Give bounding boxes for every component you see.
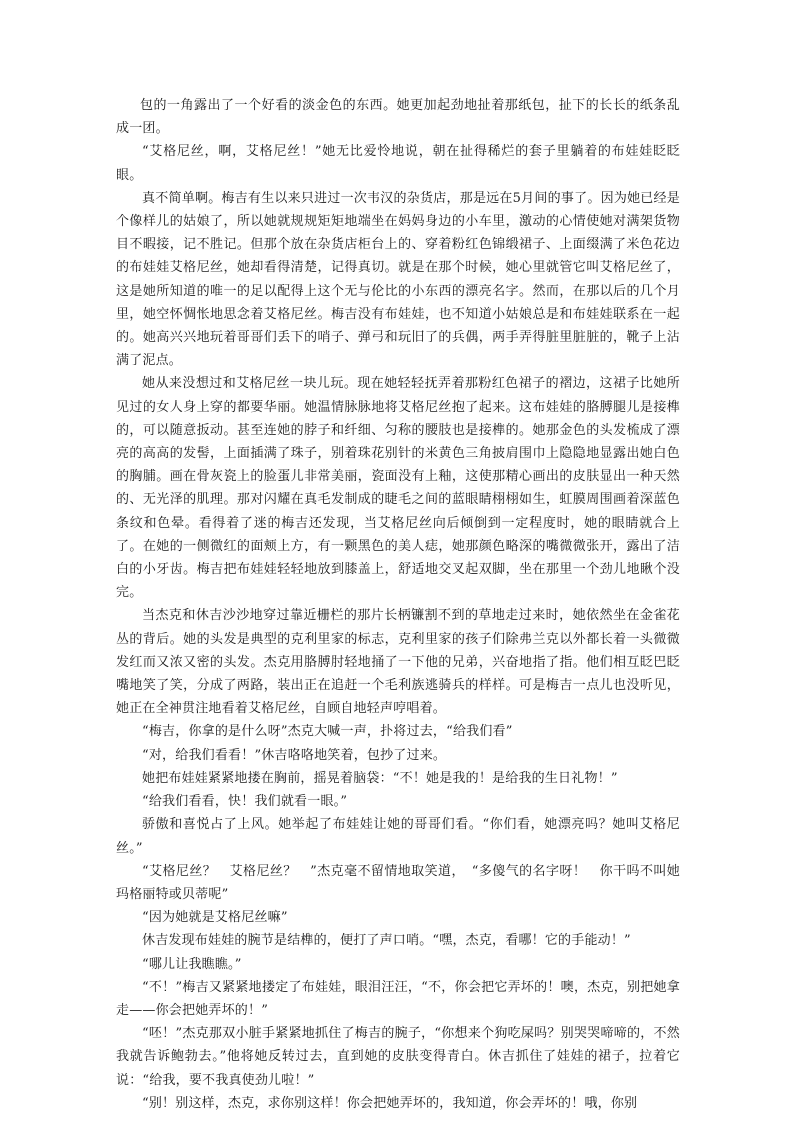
paragraph: “别！别这样，杰克，求你别这样！你会把她弄坏的，我知道，你会弄坏的！哦，你别 <box>142 1095 638 1111</box>
paragraph: “不！”梅吉又紧紧地搂定了布娃娃，眼泪汪汪，“不，你会把它弄坏的！噢，杰克，别把她拿走——你会把她弄坏的！” <box>116 979 680 1018</box>
paragraph: “哪儿让我瞧瞧。” <box>142 956 242 972</box>
paragraph: 她从来没想过和艾格尼丝一块儿玩。现在她轻轻抚弄着那粉红色裙子的褶边，这裙子比她所见过的女人身上穿的都要华丽。她温情脉脉地将艾格尼丝抱了起来。这布娃娃的胳膊腿儿是接榫的，可以随意扳动。甚至连她的脖子和纤细、匀称的腰肢也是接榫的。她那金色的头发梳成了漂亮的高高的发髻，上面插满了珠子，别着珠花别针的米黄色三角披肩围巾上隐隐地显露出她白色的胸脯。画在骨灰瓷上的脸蛋儿非常美丽，瓷面没有上釉，这使那精心画出的皮肤显出一种天然的、无光泽的肌理。那对闪耀在真毛发制成的睫毛之间的蓝眼睛栩栩如生，虹膜周围画着深蓝色条纹和色晕。看得着了迷的梅吉还发现，当艾格尼丝向后倾倒到一定程度时，她的眼睛就合上了。在她的一侧微红的面颊上方，有一颗黑色的美人痣，她那颜色略深的嘴微微张开，露出了洁白的小牙齿。梅吉把布娃娃轻轻地放到膝盖上，舒适地交叉起双脚，坐在那里一个劲儿地瞅个没完。 <box>116 376 680 601</box>
paragraph: “因为她就是艾格尼丝嘛” <box>142 910 288 926</box>
paragraph: “梅吉，你拿的是什么呀”杰克大喊一声，扑将过去，“给我们看” <box>142 724 513 740</box>
paragraph: “给我们看看，快！我们就看一眼。” <box>142 794 348 810</box>
paragraph: 当杰克和休吉沙沙地穿过靠近栅栏的那片长柄镰割不到的草地走过来时，她依然坐在金雀花丛的背后。她的头发是典型的克利里家的标志，克利里家的孩子们除弗兰克以外都长着一头微微发红而又浓又密的头发。杰克用胳膊肘轻地捅了一下他的兄弟，兴奋地指了指。他们相互眨巴眨嘴地笑了笑，分成了两路，装出正在追赶一个毛利族逃骑兵的样样。可是梅吉一点儿也没听见，她正在全神贯注地看着艾格尼丝，自顾自地轻声哼唱着。 <box>116 608 680 717</box>
paragraph: 真不简单啊。梅吉有生以来只进过一次韦汉的杂货店，那是远在5月间的事了。因为她已经是个像样儿的姑娘了，所以她就规规矩矩地端坐在妈妈身边的小车里，激动的心情使她对满架货物目不暇接，记不胜记。但那个放在杂货店柜台上的、穿着粉红色锦缎裙子、上面缀满了米色花边的布娃娃艾格尼丝，她却看得清楚，记得真切。就是在那个时候，她心里就管它叫艾格尼丝了，这是她所知道的唯一的足以配得上这个无与伦比的小东西的漂亮名字。然而，在那以后的几个月里，她空怀惆怅地思念着艾格尼丝。梅吉没有布娃娃，也不知道小姑娘总是和布娃娃联系在一起的。她高兴兴地玩着哥哥们丢下的哨子、弹弓和玩旧了的兵偶，两手弄得脏里脏脏的，靴子上沾满了泥点。 <box>116 190 680 369</box>
paragraph: “呸！”杰克那双小脏手紧紧地抓住了梅吉的腕子，“你想来个狗吃屎吗？别哭哭啼啼的，不然我就告诉鲍勃去。”他将她反转过去，直到她的皮肤变得青白。休吉抓住了娃娃的裙子，拉着它说：“给我，要不我真使劲儿啦！” <box>116 1026 680 1088</box>
paragraph: “对，给我们看看！”休吉咯咯地笑着，包抄了过来。 <box>142 747 447 763</box>
paragraph: 休吉发现布娃娃的腕节是结榫的，便打了声口哨。“嘿，杰克，看哪！它的手能动！” <box>142 933 631 949</box>
document-body <box>116 94 680 1115</box>
paragraph: 包的一角露出了一个好看的淡金色的东西。她更加起劲地扯着那纸包，扯下的长长的纸条乱成一团。 <box>116 98 680 137</box>
paragraph: 她把布娃娃紧紧地搂在胸前，摇晃着脑袋：“不！她是我的！是给我的生日礼物！” <box>142 770 618 786</box>
paragraph: “艾格尼丝？ 艾格尼丝？ ”杰克毫不留情地取笑道， “多傻气的名字呀！ 你干吗不叫她玛格丽特或贝蒂呢” <box>116 863 680 902</box>
paragraph: “艾格尼丝，啊，艾格尼丝！”她无比爱怜地说，朝在扯得稀烂的套子里躺着的布娃娃眨眨眼。 <box>116 144 680 183</box>
paragraph: 骄傲和喜悦占了上风。她举起了布娃娃让她的哥哥们看。“你们看，她漂亮吗？她叫艾格尼丝。” <box>116 817 680 856</box>
